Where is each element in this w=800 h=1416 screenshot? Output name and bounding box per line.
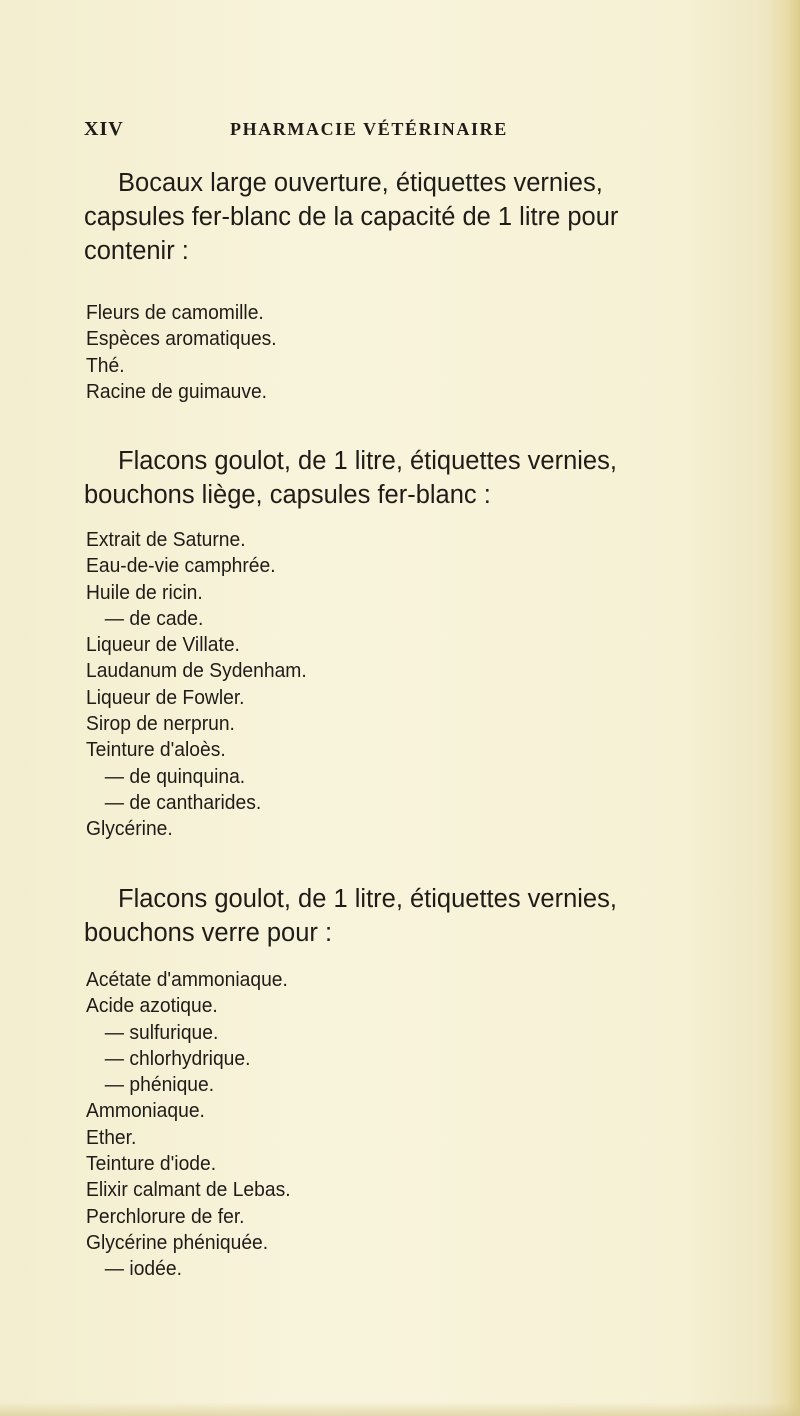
list-item: Liqueur de Villate.	[86, 633, 240, 657]
list-item: Glycérine phéniquée.	[86, 1230, 269, 1254]
list-item: Extrait de Saturne.	[86, 528, 246, 551]
list-item: — phénique.	[104, 1073, 215, 1097]
intro-line: bouchons verre pour :	[84, 919, 333, 947]
list-item: Liqueur de Fowler.	[86, 685, 245, 709]
list-item: Huile de ricin.	[86, 580, 203, 604]
page-bottom-shadow	[0, 1402, 800, 1416]
list-item: Teinture d'aloès.	[86, 738, 226, 762]
section-3-intro	[84, 882, 744, 950]
list-item: — de quinquina.	[104, 764, 246, 788]
section-3-list	[86, 967, 650, 1283]
list-item: Laudanum de Sydenham.	[86, 659, 307, 683]
intro-line: capsules fer-blanc de la capacité de 1 litre pour	[84, 203, 619, 231]
list-item: Eau-de-vie camphrée.	[86, 554, 276, 578]
page-edge-shadow	[766, 0, 800, 1416]
list-item: Elixir calmant de Lebas.	[86, 1178, 291, 1202]
list-item: Teinture d'iode.	[86, 1152, 217, 1176]
section-2-intro	[84, 444, 744, 512]
list-item: Acétate d'ammoniaque.	[86, 968, 288, 991]
list-item: — sulfurique.	[104, 1020, 219, 1044]
list-item: Fleurs de camomille.	[86, 301, 264, 324]
intro-line: Flacons goulot, de 1 litre, étiquettes vernies,	[118, 447, 617, 475]
list-item: Sirop de nerprun.	[86, 712, 235, 736]
list-item: Racine de guimauve.	[86, 379, 268, 403]
intro-line: bouchons liège, capsules fer-blanc :	[84, 481, 491, 509]
intro-line: Flacons goulot, de 1 litre, étiquettes vernies,	[118, 885, 617, 913]
intro-line: Bocaux large ouverture, étiquettes vernies,	[118, 169, 603, 197]
list-item: Glycérine.	[86, 817, 173, 841]
list-item: — chlorhydrique.	[104, 1046, 251, 1070]
list-item: Acide azotique.	[86, 994, 218, 1018]
section-2-list	[86, 527, 650, 843]
list-item: Espèces aromatiques.	[86, 327, 277, 351]
page-number: XIV	[84, 118, 124, 140]
list-item: — de cade.	[104, 606, 204, 630]
running-head: PHARMACIE VÉTÉRINAIRE	[230, 119, 508, 139]
list-item: — de cantharides.	[104, 790, 262, 814]
list-item: Thé.	[86, 353, 125, 377]
list-item: Ether.	[86, 1125, 137, 1149]
section-1-list	[86, 300, 650, 405]
list-item: Perchlorure de fer.	[86, 1204, 245, 1228]
list-item: — iodée.	[104, 1257, 182, 1281]
intro-line: contenir :	[84, 237, 189, 265]
section-1-intro	[84, 166, 744, 268]
page-header	[84, 118, 724, 144]
list-item: Ammoniaque.	[86, 1099, 205, 1123]
